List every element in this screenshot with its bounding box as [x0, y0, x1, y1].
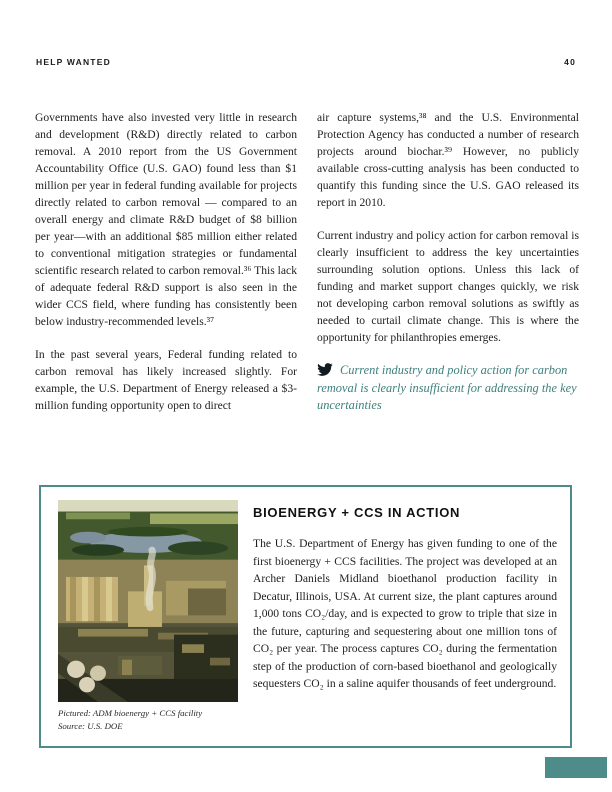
twitter-bird-icon — [317, 363, 333, 376]
photo-caption — [58, 707, 278, 733]
pull-quote-text: Current industry and policy action for carbon removal is clearly insufficient for addressing the key uncertainties — [317, 363, 577, 412]
facility-photo-illustration — [58, 500, 238, 702]
photo-caption-line2: Source: U.S. DOE — [58, 721, 123, 731]
aerial-facility-photo — [58, 500, 238, 702]
photo-caption-line1: Pictured: ADM bioenergy + CCS facility — [58, 708, 203, 718]
page-corner-accent — [545, 757, 607, 778]
feature-box-content — [253, 505, 557, 693]
page-number: 40 — [564, 57, 576, 67]
left-column — [35, 109, 297, 430]
header-section-title: HELP WANTED — [36, 57, 111, 67]
paragraph: Current industry and policy action for carbon removal is clearly insufficient to address the key uncertainties surrounding solution options. Unless this lack of funding and market support changes quickly, we risk not developing carbon removal solutions as swiftly as needed to curtail climate change. This is where the opportunity for philanthropies emerges. — [317, 229, 579, 344]
bioenergy-ccs-feature-box — [39, 485, 572, 748]
right-column — [317, 109, 579, 430]
paragraph: In the past several years, Federal funding related to carbon removal has likely increased slightly. For example, the U.S. Department of Energy released a $3-million funding opportunity open to direct — [35, 348, 297, 412]
tweetable-pull-quote — [317, 362, 579, 415]
feature-box-title: BIOENERGY + CCS IN ACTION — [253, 505, 461, 520]
paragraph: Governments have also invested very little in research and development (R&D) directly related to carbon removal. A 2010 report from the US Government Accountability Office (U.S. GAO) found less than $1 million per year in federal funding available for projects directly related to carbon removal — compared to an overall energy and climate R&D budget of $8 billion per year—with an additional $85 million either related to conventional mitigation strategies or fundamental scientific research related to carbon removal.³⁶ This lack of adequate federal R&D support is also seen in the wider CCS field, where funding has consistently been below industry-recommended levels.³⁷ — [35, 111, 297, 328]
paragraph: air capture systems,³⁸ and the U.S. Environmental Protection Agency has conducted a number of research projects around biochar.³⁹ However, no publicly available cross-cutting analysis has been conducted to quantify this funding since the U.S. GAO released its report in 2010. — [317, 111, 579, 209]
running-header — [36, 57, 576, 67]
feature-box-body: The U.S. Department of Energy has given funding to one of the first bioenergy + CCS facilities. The project was developed at an Archer Daniels Midland bioethanol production facility in Decatur, Illinois, USA. At current size, the plant captures around 1,000 tons CO₂/day, and is expected to grow to triple that size in the future, capturing and sequestering about one million tons of CO₂ per year. The process captures CO₂ during the fermentation step of the production of corn-based bioethanol and geologically sequesters CO₂ in a saline aquifer thousands of feet underground. — [253, 537, 557, 690]
two-column-text — [35, 109, 579, 430]
